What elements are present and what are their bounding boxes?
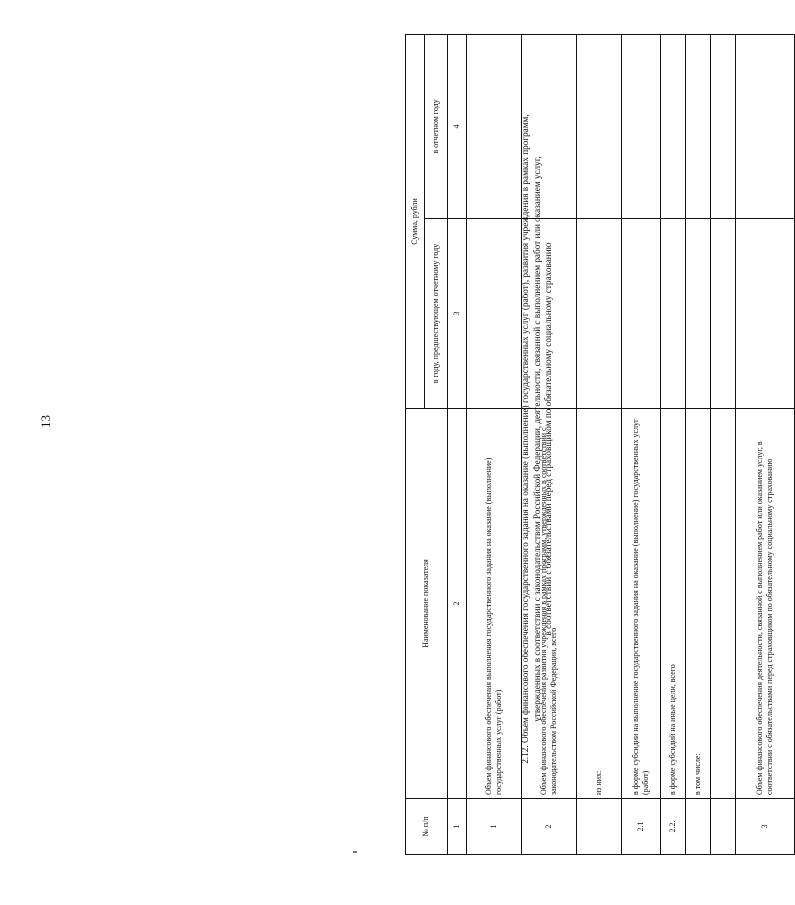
table-row bbox=[577, 34, 622, 854]
row-prev-value bbox=[622, 218, 661, 408]
col-number-2: 2 bbox=[448, 408, 467, 798]
col-number-4: 4 bbox=[448, 34, 467, 218]
row-name: в форме субсидий на иные цели, всего bbox=[661, 408, 686, 798]
row-prev-value bbox=[577, 218, 622, 408]
table-row bbox=[711, 34, 736, 854]
row-name bbox=[711, 408, 736, 798]
row-report-value bbox=[467, 34, 522, 218]
scan-speck bbox=[353, 851, 357, 853]
row-num: 2.2. bbox=[661, 799, 686, 855]
row-report-value bbox=[711, 34, 736, 218]
table-row bbox=[522, 34, 577, 854]
row-num: 3 bbox=[736, 799, 795, 855]
row-report-value bbox=[736, 34, 795, 218]
header-num: № п/п bbox=[406, 799, 448, 855]
row-name: Объем финансового обеспечения развития учреждения в рамках программ, утвержденных в соответствии с законодательством Российской Федерации, всего bbox=[522, 408, 577, 798]
row-name: в форме субсидии на выполнение государственного задания на оказание (выполнение) государственных услуг (работ) bbox=[622, 408, 661, 798]
row-report-value bbox=[622, 34, 661, 218]
page-number: 13 bbox=[38, 415, 53, 428]
row-prev-value bbox=[686, 218, 711, 408]
heading-line-2: утвержденных в соответствии с законодательством Российской Федерации, деятельности, связанной с выполнением работ или оказанием услуг, bbox=[531, 156, 542, 722]
row-name: из них: bbox=[577, 408, 622, 798]
header-report-year: в отчетном году bbox=[425, 34, 448, 218]
column-number-row bbox=[448, 34, 467, 854]
row-name: Объем финансового обеспечения выполнения государственного задания на оказание (выполнение) государственных услуг (работ) bbox=[467, 408, 522, 798]
header-prev-year: в году, предшествующем отчетному году bbox=[425, 218, 448, 408]
row-prev-value bbox=[661, 218, 686, 408]
table-row bbox=[622, 34, 661, 854]
financing-table bbox=[405, 34, 795, 855]
table-row bbox=[661, 34, 686, 854]
row-name: в том числе: bbox=[686, 408, 711, 798]
col-number-1: 1 bbox=[448, 799, 467, 855]
header-name: Наименование показателя bbox=[406, 408, 448, 798]
row-num: 2 bbox=[522, 799, 577, 855]
table-row bbox=[467, 34, 522, 854]
row-name: Объем финансового обеспечения деятельности, связанной с выполнением работ или оказанием услуг, в соответствии с обязательствами перед страховщиком по обязательному социальному страхованию bbox=[736, 408, 795, 798]
row-report-value bbox=[577, 34, 622, 218]
row-prev-value bbox=[711, 218, 736, 408]
row-num: 2.1 bbox=[622, 799, 661, 855]
header-sum: Сумма, рубли bbox=[406, 34, 425, 408]
heading-line-3: в соответствии с обязательствами перед страховщиком по обязательному социальному страхованию bbox=[543, 242, 553, 636]
row-num bbox=[686, 799, 711, 855]
row-prev-value bbox=[736, 218, 795, 408]
row-report-value bbox=[686, 34, 711, 218]
table-row bbox=[736, 34, 795, 854]
row-report-value bbox=[522, 34, 577, 218]
row-report-value bbox=[661, 34, 686, 218]
row-prev-value bbox=[467, 218, 522, 408]
row-num bbox=[711, 799, 736, 855]
row-num: 1 bbox=[467, 799, 522, 855]
heading-line-1: 2.12. Объем финансового обеспечения государственного задания на оказание (выполнение) государственных услуг (работ), развития учреждения в рамках программ, bbox=[520, 114, 530, 764]
table-row bbox=[686, 34, 711, 854]
table-header-row bbox=[406, 34, 425, 854]
row-num bbox=[577, 799, 622, 855]
row-prev-value bbox=[522, 218, 577, 408]
col-number-3: 3 bbox=[448, 218, 467, 408]
